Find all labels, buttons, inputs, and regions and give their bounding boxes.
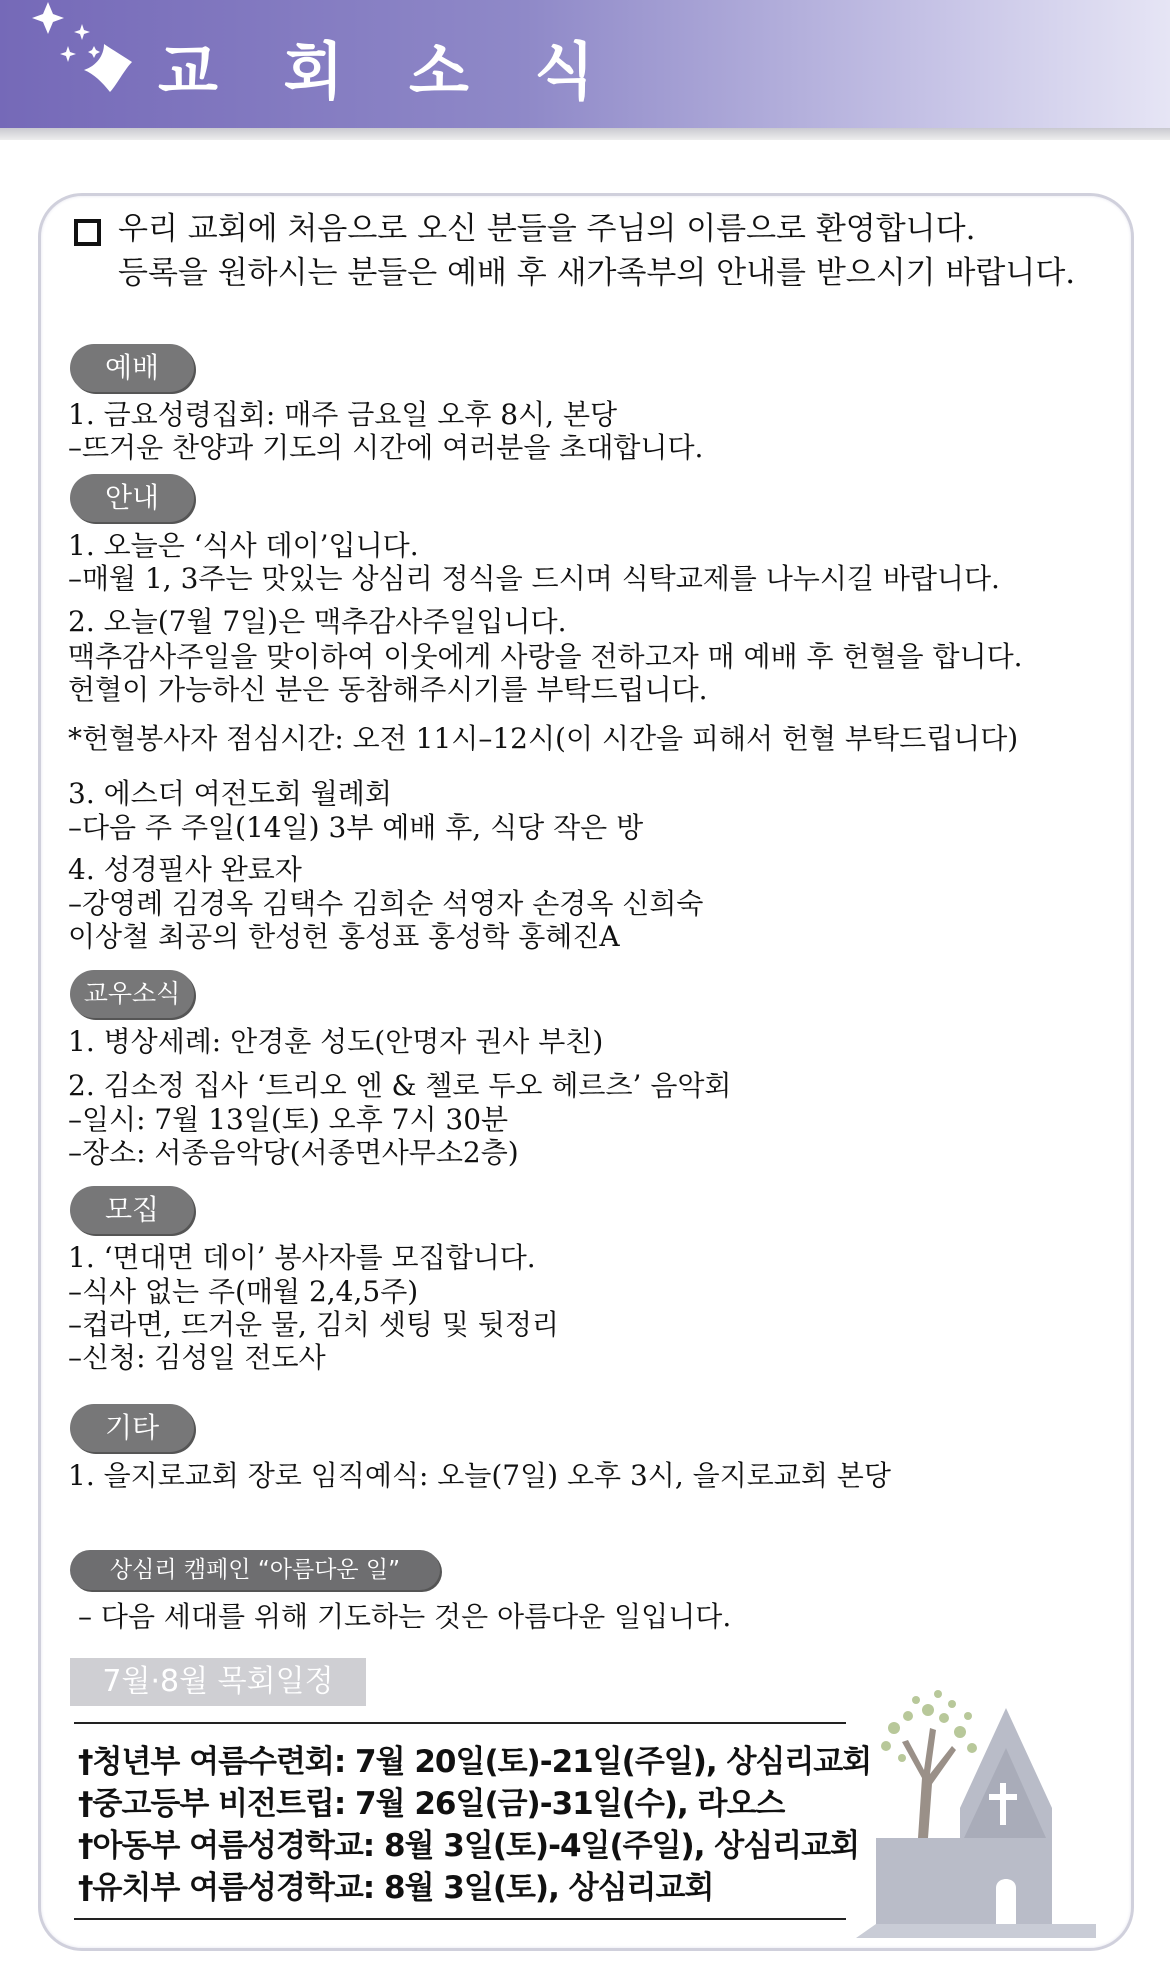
notice-line-9: 4. 성경필사 완료자 xyxy=(68,853,302,886)
worship-line-2: –뜨거운 찬양과 기도의 시간에 여러분을 초대합니다. xyxy=(68,431,704,464)
schedule-item-2: †중고등부 비전트립: 7월 26일(금)-31일(수), 라오스 xyxy=(78,1786,785,1822)
recruit-line-4: –신청: 김성일 전도사 xyxy=(68,1341,326,1374)
schedule-label: 7월·8월 목회일정 xyxy=(70,1658,366,1706)
notice-line-7: 3. 에스더 여전도회 월례회 xyxy=(68,777,392,810)
schedule-bottom-rule xyxy=(74,1918,846,1920)
page-title: 교 회 소 식 xyxy=(158,35,617,108)
campaign-text: – 다음 세대를 위해 기도하는 것은 아름다운 일입니다. xyxy=(78,1600,732,1633)
notice-line-5: 헌혈이 가능하신 분은 동참해주시기를 부탁드립니다. xyxy=(68,673,708,706)
checkbox-square-icon xyxy=(74,219,101,246)
section-label-recruit: 모집 xyxy=(70,1186,194,1234)
members-line-2: 2. 김소정 집사 ‘트리오 엔 & 첼로 두오 헤르츠’ 음악회 xyxy=(68,1069,732,1102)
worship-line-1: 1. 금요성령집회: 매주 금요일 오후 8시, 본당 xyxy=(68,398,618,431)
schedule-item-1: †청년부 여름수련회: 7월 20일(토)-21일(주일), 상심리교회 xyxy=(78,1744,872,1780)
church-tree-illustration-icon xyxy=(856,1688,1096,1948)
members-line-4: –장소: 서종음악당(서종면사무소2층) xyxy=(68,1136,519,1169)
intro-line-2: 등록을 원하시는 분들은 예배 후 새가족부의 안내를 받으시기 바랍니다. xyxy=(118,255,1076,291)
notice-line-3: 2. 오늘(7월 7일)은 맥추감사주일입니다. xyxy=(68,605,567,638)
recruit-line-3: –컵라면, 뜨거운 물, 김치 셋팅 및 뒷정리 xyxy=(68,1308,559,1341)
sparkle-bird-icon xyxy=(20,0,160,110)
notice-line-4: 맥추감사주일을 맞이하여 이웃에게 사랑을 전하고자 매 예배 후 헌혈을 합니다. xyxy=(68,640,1023,673)
schedule-top-rule xyxy=(74,1722,846,1724)
recruit-line-2: –식사 없는 주(매월 2,4,5주) xyxy=(68,1275,419,1308)
schedule-item-4: †유치부 여름성경학교: 8월 3일(토), 상심리교회 xyxy=(78,1870,714,1906)
schedule-item-3: †아동부 여름성경학교: 8월 3일(토)-4일(주일), 상심리교회 xyxy=(78,1828,860,1864)
notice-line-2: –매월 1, 3주는 맛있는 상심리 정식을 드시며 식탁교제를 나누시길 바랍니다. xyxy=(68,562,1000,595)
notice-line-8: –다음 주 주일(14일) 3부 예배 후, 식당 작은 방 xyxy=(68,811,644,844)
section-label-worship: 예배 xyxy=(70,344,194,392)
members-line-3: –일시: 7월 13일(토) 오후 7시 30분 xyxy=(68,1103,509,1136)
header-divider xyxy=(0,128,1170,140)
members-line-1: 1. 병상세례: 안경훈 성도(안명자 권사 부친) xyxy=(68,1025,604,1058)
intro-line-1: 우리 교회에 처음으로 오신 분들을 주님의 이름으로 환영합니다. xyxy=(118,211,976,247)
section-label-notice: 안내 xyxy=(70,474,194,522)
etc-line-1: 1. 을지로교회 장로 임직예식: 오늘(7일) 오후 3시, 을지로교회 본당 xyxy=(68,1459,891,1492)
campaign-label: 상심리 캠페인 “아름다운 일” xyxy=(70,1550,440,1590)
notice-line-6: *헌혈봉사자 점심시간: 오전 11시–12시(이 시간을 피해서 헌혈 부탁드립니다) xyxy=(68,722,1019,755)
section-label-members: 교우소식 xyxy=(70,970,194,1018)
notice-line-10: –강영례 김경옥 김택수 김희순 석영자 손경옥 신희숙 xyxy=(68,887,704,920)
section-label-etc: 기타 xyxy=(70,1404,194,1452)
notice-line-1: 1. 오늘은 ‘식사 데이’입니다. xyxy=(68,529,419,562)
recruit-line-1: 1. ‘면대면 데이’ 봉사자를 모집합니다. xyxy=(68,1241,536,1274)
notice-line-11: 이상철 최공의 한성헌 홍성표 홍성학 홍혜진A xyxy=(68,920,620,953)
